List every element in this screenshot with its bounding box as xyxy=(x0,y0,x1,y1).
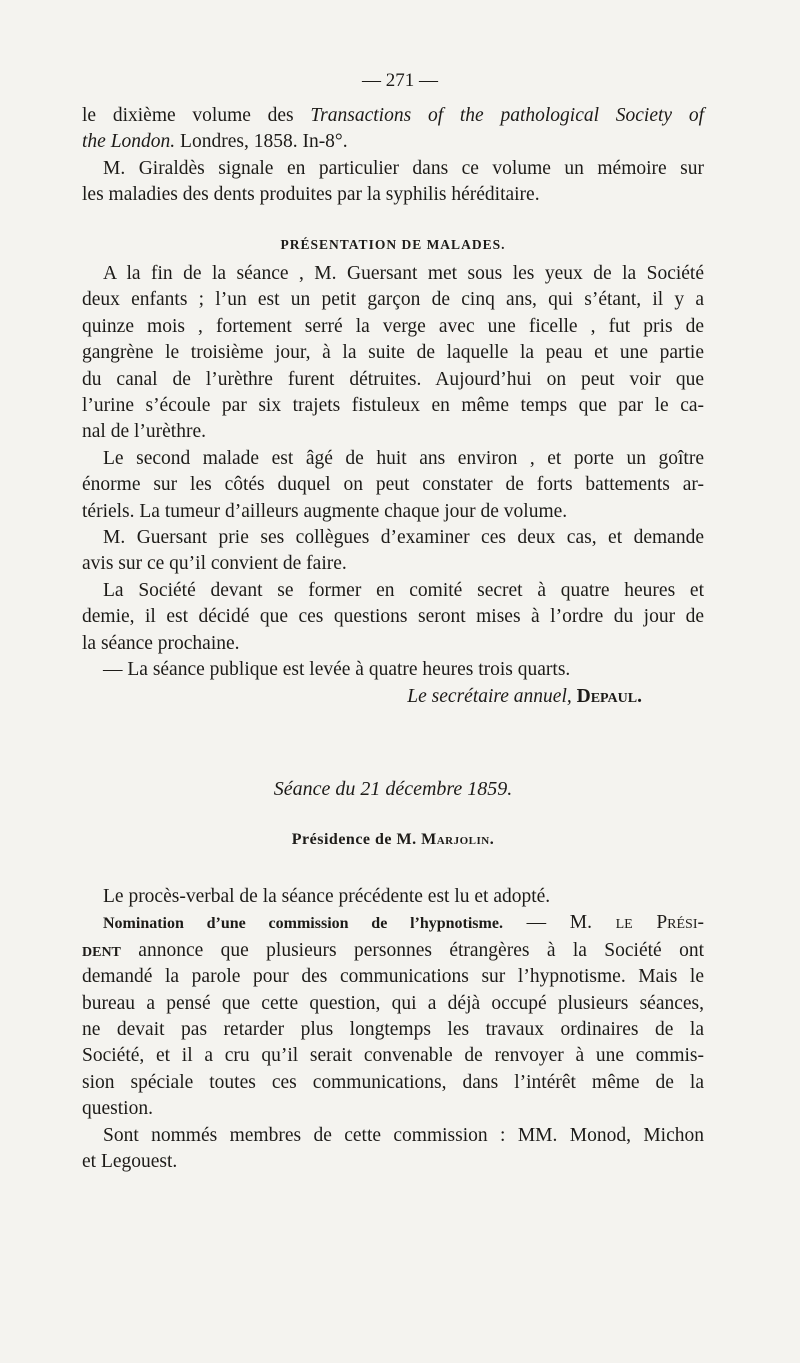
paragraph-line: Sont nommés membres de cette commission : MM. Monod, Michon xyxy=(103,1124,704,1146)
signature-name: Depaul. xyxy=(576,685,642,707)
paragraph-line: Société, et il a cru qu’il serait convenable de renvoyer à une commis- xyxy=(82,1045,704,1067)
paragraph-line: l’urine s’écoule par six trajets fistuleux en même temps que par le ca- xyxy=(82,395,704,417)
bold-lead: Nomination d’une commission de l’hypnotisme. xyxy=(103,915,503,933)
section-heading-presentation: PRÉSENTATION DE MALADES. xyxy=(280,237,506,252)
page-number: — 271 — xyxy=(362,70,438,91)
paragraph-line: tériels. La tumeur d’ailleurs augmente chaque jour de volume. xyxy=(82,500,568,522)
paragraph-giraldes-line1: M. Giraldès signale en particulier dans ce volume un mémoire sur xyxy=(103,157,704,179)
signature-title: Le secrétaire annuel, xyxy=(407,685,572,707)
presidence-line xyxy=(82,827,704,853)
paragraph-line: gangrène le troisième jour, à la suite de laquelle la peau et une partie xyxy=(82,342,704,364)
paragraph-line: bureau a pensé que cette question, qui a déjà occupé plusieurs séances, xyxy=(82,992,704,1014)
text: dent xyxy=(82,939,121,961)
paragraph-line: la séance prochaine. xyxy=(82,632,240,654)
text-block-session xyxy=(82,884,704,1175)
paragraph-line: énorme sur les côtés duquel on peut constater de forts battements ar- xyxy=(82,474,704,496)
paragraph-line: avis sur ce qu’il convient de faire. xyxy=(82,553,347,575)
paragraph-line: deux enfants ; l’un est un petit garçon de cinq ans, qui s’étant, il y a xyxy=(82,289,704,311)
paragraph-giraldes-line2: les maladies des dents produites par la syphilis héréditaire. xyxy=(82,184,540,206)
text: Présidence de xyxy=(291,831,397,848)
paragraph-line: du canal de l’urèthre furent détruites. Aujourd’hui on peut voir que xyxy=(82,368,704,390)
text-block-top xyxy=(82,103,704,209)
paragraph-line: ne devait pas retarder plus longtemps les travaux ordinaires de la xyxy=(82,1019,704,1041)
book-title: Transactions of the pathological Society of xyxy=(310,105,705,126)
paragraph-line: M. Guersant prie ses collègues d’examiner ces deux cas, et demande xyxy=(103,527,704,549)
text: Londres, 1858. In-8°. xyxy=(175,131,348,153)
paragraph-line: Le second malade est âgé de huit ans environ , et porte un goître xyxy=(103,447,704,469)
text-block-presentation xyxy=(82,261,704,710)
paragraph-line: question. xyxy=(82,1098,153,1120)
signature xyxy=(82,684,704,710)
text: annonce que plusieurs personnes étrangères à la Société ont xyxy=(120,939,704,961)
book-title-end: the London. xyxy=(82,131,176,153)
text: — M. le Prési- xyxy=(502,912,705,934)
paragraph-line xyxy=(82,910,704,937)
paragraph-line: quinze mois , fortement serré la verge avec une ficelle , fut pris de xyxy=(82,315,704,337)
paragraph-line: Le procès-verbal de la séance précédente est lu et adopté. xyxy=(103,886,551,907)
paragraph-line: sion spéciale toutes ces communications, dans l’intérêt même de la xyxy=(82,1071,704,1093)
paragraph-line: demie, il est décidé que ces questions seront mises à l’ordre du jour de xyxy=(82,606,704,628)
text: le dixième volume des xyxy=(82,105,311,126)
paragraph-line xyxy=(82,938,704,964)
paragraph-line: La Société devant se former en comité secret à quatre heures et xyxy=(103,579,704,601)
paragraph-line: A la fin de la séance , M. Guersant met sous les yeux de la Société xyxy=(103,263,704,284)
paragraph-transactions-line1 xyxy=(82,103,704,129)
paragraph-line: et Legouest. xyxy=(82,1151,178,1173)
president-name: M. Marjolin. xyxy=(396,831,495,848)
paragraph-line: — La séance publique est levée à quatre heures trois quarts. xyxy=(103,659,571,681)
session-title: Séance du 21 décembre 1859. xyxy=(273,778,513,800)
paragraph-line: demandé la parole pour des communications sur l’hypnotisme. Mais le xyxy=(82,966,704,988)
paragraph-transactions-line2 xyxy=(82,129,704,155)
paragraph-line: nal de l’urèthre. xyxy=(82,421,206,443)
